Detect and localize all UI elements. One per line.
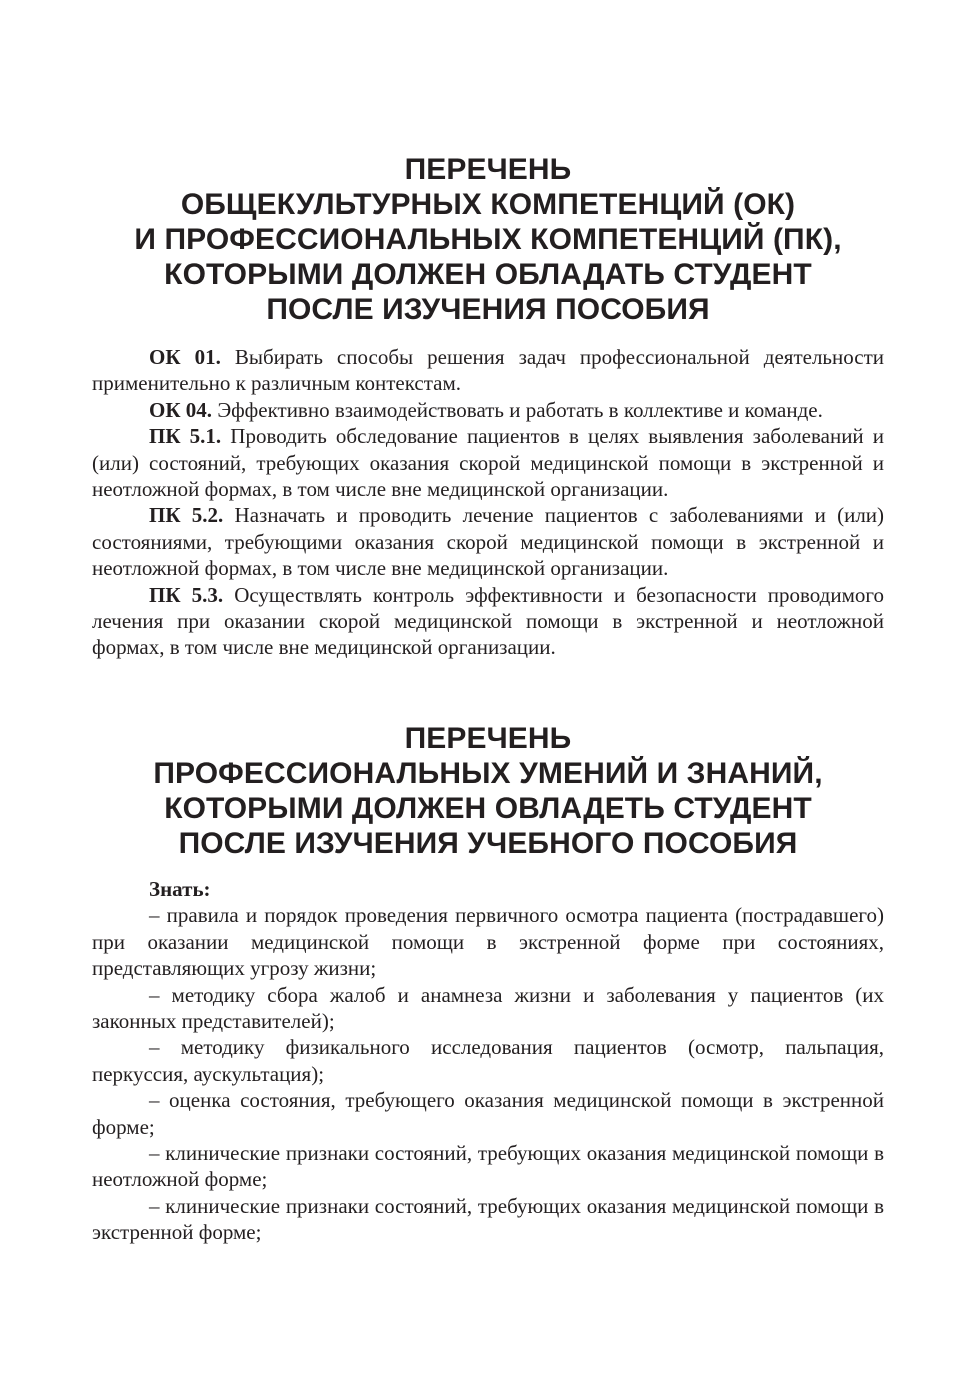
heading-line: ПОСЛЕ ИЗУЧЕНИЯ УЧЕБНОГО ПОСОБИЯ — [178, 827, 798, 860]
competency-item — [92, 423, 884, 502]
knowledge-item: – клинические признаки состояний, требующих оказания медицинской помощи в экстренной форме; — [92, 1193, 884, 1245]
knowledge-item: – оценка состояния, требующего оказания медицинской помощи в экстренной форме; — [92, 1088, 884, 1139]
heading-line: И ПРОФЕССИОНАЛЬНЫХ КОМПЕТЕНЦИЙ (ПК), — [134, 223, 842, 256]
competency-text: Назначать и проводить лечение пациентов с заболеваниями и (или) состояниями, требующими оказания скорой медицинской помощи в экстренной и неотложной формах, в том числе вне медицинской организации. — [92, 503, 885, 581]
heading-line: ПОСЛЕ ИЗУЧЕНИЯ ПОСОБИЯ — [266, 293, 710, 326]
knowledge-list — [92, 876, 884, 1246]
competency-code: ПК 5.1. — [149, 424, 222, 449]
competency-text: Проводить обследование пациентов в целях выявления заболеваний и (или) состояний, требующих оказания скорой медицинской помощи в экстренной и неотложной формах, в том числе вне медицинской организации. — [92, 424, 885, 502]
competency-code: ОК 01. — [149, 345, 221, 369]
know-label: Знать: — [149, 877, 211, 901]
competency-text: Осуществлять контроль эффективности и безопасности проводимого лечения при оказании скорой медицинской помощи в экстренной и неотложной формах, в том числе вне медицинской организации. — [92, 582, 884, 660]
knowledge-item: – правила и порядок проведения первичного осмотра пациента (пострадавшего) при оказании медицинской помощи в экстренной форме при состояниях, представляющих угрозу жизни; — [92, 903, 884, 981]
competency-code: ОК 04. — [149, 397, 213, 422]
competencies-heading — [92, 152, 884, 327]
knowledge-item: – методику сбора жалоб и анамнеза жизни и заболевания у пациентов (их законных представителей); — [92, 982, 884, 1034]
competencies-list — [92, 344, 884, 661]
competency-code: ПК 5.2. — [149, 503, 224, 528]
skills-heading — [92, 721, 884, 861]
competency-item — [92, 397, 884, 423]
heading-line: ПЕРЕЧЕНЬ — [404, 722, 572, 755]
competency-text: Эффективно взаимодействовать и работать в коллективе и команде. — [217, 397, 823, 422]
knowledge-item: – методику физикального исследования пациентов (осмотр, пальпация, перкуссия, аускультация); — [92, 1035, 884, 1086]
heading-line: КОТОРЫМИ ДОЛЖЕН ОВЛАДЕТЬ СТУДЕНТ — [164, 792, 812, 825]
competency-item — [92, 582, 884, 661]
competency-item — [92, 344, 884, 397]
heading-line: ПЕРЕЧЕНЬ — [404, 153, 572, 186]
heading-line: ОБЩЕКУЛЬТУРНЫХ КОМПЕТЕНЦИЙ (ОК) — [180, 188, 796, 221]
heading-line: КОТОРЫМИ ДОЛЖЕН ОБЛАДАТЬ СТУДЕНТ — [164, 258, 812, 291]
competency-text: Выбирать способы решения задач профессиональной деятельности применительно к различным контекстам. — [92, 345, 885, 396]
competency-code: ПК 5.3. — [149, 582, 224, 607]
competency-item — [92, 502, 884, 581]
knowledge-item: – клинические признаки состояний, требующих оказания медицинской помощи в неотложной форме; — [92, 1141, 884, 1192]
heading-line: ПРОФЕССИОНАЛЬНЫХ УМЕНИЙ И ЗНАНИЙ, — [153, 757, 823, 790]
